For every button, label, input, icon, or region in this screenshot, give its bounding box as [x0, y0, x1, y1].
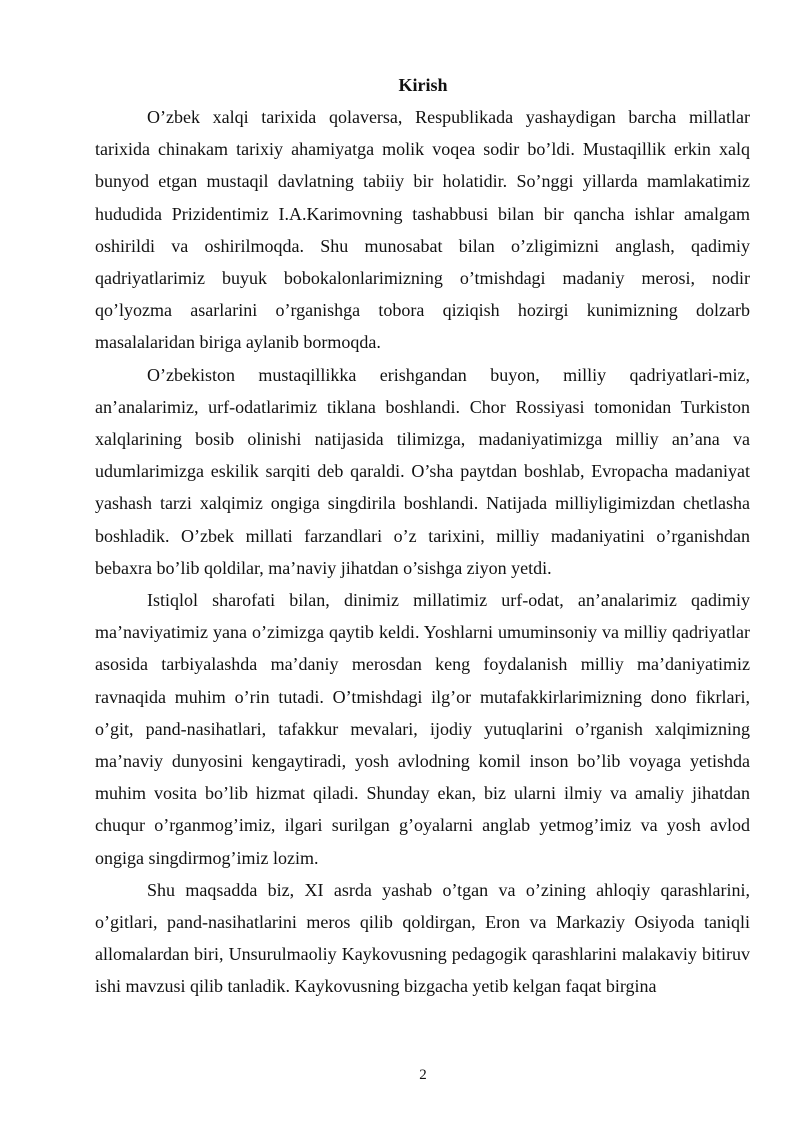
paragraph-4: Shu maqsadda biz, XI asrda yashab o’tgan va o’zining ahloqiy qarashlarini, o’gitlari, pand-nasihatlarini meros qilib qoldirgan, Eron va Markaziy Osiyoda taniqli allomalardan biri, Unsurulmaoliy Kaykovusning pedagogik qarashlarini malakaviy bitiruv ishi mavzusi qilib tanladik. Kaykovusning bizgacha yetib kelgan faqat birgina [95, 879, 750, 997]
paragraph-2: O’zbekiston mustaqillikka erishgandan buyon, milliy qadriyatlari-miz, an’analarimiz, urf-odatlarimiz tiklana boshlandi. Chor Rossiyasi tomonidan Turkiston xalqlarining bosib olinishi natijasida tilimizga, madaniyatimizga milliy an’ana va udumlarimizga eskilik sarqiti deb qaraldi. O’sha paytdan boshlab, Evropacha madaniyat yashash tarzi xalqimiz ongiga singdirila boshlandi. Natijada milliyligimizdan chetlasha boshladik. O’zbek millati farzandlari o’z tarixini, milliy madaniyatini o’rganishdan bebaxra bo’lib qoldilar, ma’naviy jihatdan o’sishga ziyon yetdi. [95, 364, 750, 578]
paragraph-1: O’zbek xalqi tarixida qolaversa, Respublikada yashaydigan barcha millatlar tarixida chinakam tarixiy ahamiyatga molik voqea sodir bo’ldi. Mustaqillik erkin xalq bunyod etgan mustaqil davlatning tabiiy bir holatidir. So’nggi yillarda mamlakatimiz hududida Prizidentimiz I.A.Karimovning tashabbusi bilan bir qancha ishlar amalgam oshirildi va oshirilmoqda. Shu munosabat bilan o’zligimizni anglash, qadimiy qadriyatlarimiz buyuk bobokalonlarimizning o’tmishdagi madaniy merosi, nodir qo’lyozma asarlarini o’rganishga tobora qiziqish hozirgi kunimizning dolzarb masalalaridan biriga aylanib bormoqda. [95, 107, 750, 353]
page-number: 2 [419, 1067, 427, 1083]
section-title: Kirish [398, 75, 448, 95]
body-text [95, 101, 750, 1003]
paragraph-3: Istiqlol sharofati bilan, dinimiz millatimiz urf-odat, an’analarimiz qadimiy ma’naviyatimiz yana o’zimizga qaytib keldi. Yoshlarni umuminsoniy va milliy qadriyatlar asosida tarbiyalashda ma’daniy merosdan keng foydalanish milliy ma’daniyatimiz ravnaqida muhim o’rin tutadi. O’tmishdagi ilg’or mutafakkirlarimizning dono fikrlari, o’git, pand-nasihatlari, tafakkur mevalari, ijodiy yutuqlarini o’rganish xalqimizning ma’naviy dunyosini kengaytiradi, yosh avlodning komil inson bo’lib voyaga yetishda muhim vosita bo’lib hizmat qiladi. Shunday ekan, biz ularni ilmiy va amaliy jihatdan chuqur o’rganmog’imiz, ilgari surilgan g’oyalarni anglab yetmog’imiz va yosh avlod ongiga singdirmog’imiz lozim. [95, 590, 750, 868]
